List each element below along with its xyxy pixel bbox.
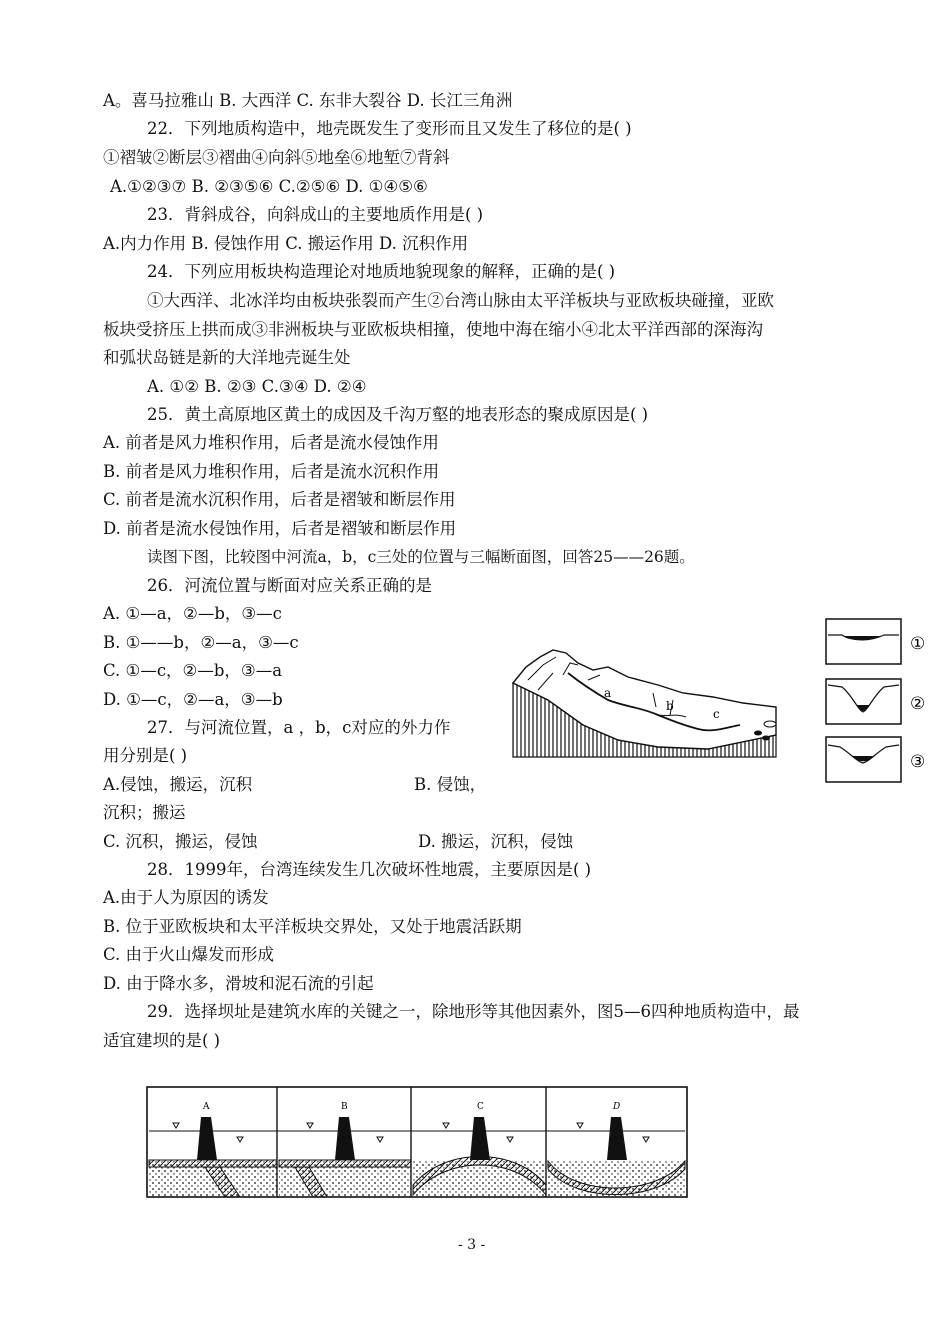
q25-stem: 25．黄土高原地区黄土的成因及千沟万壑的地表形态的聚成原因是( ) [147, 405, 649, 424]
dam-site-figure [145, 1085, 690, 1200]
q29-stem-1: 29．选择坝址是建筑水库的关键之一，除地形等其他因素外，图5—6四种地质构造中，最 [147, 1002, 800, 1021]
q23-stem: 23．背斜成谷，向斜成山的主要地质作用是( ) [147, 205, 484, 224]
q22-items: ①褶皱②断层③褶曲④向斜⑤地垒⑥地堑⑦背斜 [103, 148, 450, 167]
page-number: - 3 - [458, 1237, 486, 1253]
dam-site-svg [145, 1085, 690, 1200]
q23-options: A.内力作用 B. 侵蚀作用 C. 搬运作用 D. 沉积作用 [103, 234, 469, 253]
q25-option-c: C. 前者是流水沉积作用，后者是褶皱和断层作用 [103, 490, 456, 509]
q27-option-c: C. 沉积，搬运，侵蚀 [103, 832, 258, 851]
q27-stem-1: 27．与河流位置，a ，b，c对应的外力作 [147, 718, 451, 737]
river-block-diagram [508, 645, 783, 765]
q25-option-b: B. 前者是风力堆积作用，后者是流水沉积作用 [103, 462, 440, 481]
q27-option-d: D. 搬运，沉积，侵蚀 [418, 832, 574, 851]
river-point-c: c [713, 707, 720, 721]
q26-option-d: D. ①—c，②—a，③—b [103, 690, 283, 709]
q22-stem: 22．下列地质构造中，地壳既发生了变形而且又发生了移位的是( ) [147, 119, 632, 138]
q26-option-a: A. ①—a，②—b，③—c [103, 604, 282, 623]
dam-panel-a-label: A [203, 1102, 210, 1112]
dam-panel-c-label: C [477, 1102, 484, 1112]
q24-options: A. ①② B. ②③ C.③④ D. ②④ [147, 377, 367, 396]
river-point-b: b [666, 699, 674, 713]
q28-option-a: A.由于人为原因的诱发 [103, 888, 269, 907]
q24-items-3: 和弧状岛链是新的大洋地壳诞生处 [103, 348, 351, 367]
q21-options: A。喜马拉雅山 B. 大西洋 C. 东非大裂谷 D. 长江三角洲 [103, 91, 513, 110]
q25-option-a: A. 前者是风力堆积作用，后者是流水侵蚀作用 [103, 433, 439, 452]
section-2-label: ② [910, 694, 926, 714]
q27-stem-2: 用分别是( ) [103, 746, 188, 765]
q24-items-1: ①大西洋、北冰洋均由板块张裂而产生②台湾山脉由太平洋板块与亚欧板块碰撞，亚欧 [147, 291, 774, 310]
dam-panel-b-label: B [341, 1102, 348, 1112]
q28-option-d: D. 由于降水多，滑坡和泥石流的引起 [103, 974, 374, 993]
q29-stem-2: 适宜建坝的是( ) [103, 1031, 221, 1050]
figure-instruction: 读图下图，比较图中河流a，b，c三处的位置与三幅断面图，回答25——26题。 [147, 548, 695, 566]
q26-stem: 26．河流位置与断面对应关系正确的是 [147, 576, 432, 595]
q24-items-2: 板块受挤压上拱而成③非洲板块与亚欧板块相撞，使地中海在缩小④北太平洋西部的深海沟 [103, 320, 763, 339]
q27-option-b-cont: 沉积；搬运 [103, 803, 186, 822]
dam-panel-d-label: D [613, 1102, 621, 1112]
section-3-label: ③ [910, 752, 926, 772]
river-point-a: a [604, 686, 612, 700]
q28-option-b: B. 位于亚欧板块和太平洋板块交界处，又处于地震活跃期 [103, 917, 522, 936]
q27-option-a: A.侵蚀，搬运，沉积 [103, 775, 253, 794]
q28-stem: 28．1999年，台湾连续发生几次破坏性地震，主要原因是( ) [147, 860, 592, 879]
q28-option-c: C. 由于火山爆发而形成 [103, 945, 275, 964]
q26-option-b: B. ①——b，②—a，③—c [103, 633, 299, 652]
river-block-svg [508, 645, 783, 765]
cross-sections-svg [822, 615, 937, 787]
river-cross-sections [822, 615, 937, 787]
q22-options: A.①②③⑦ B. ②③⑤⑥ C.②⑤⑥ D. ①④⑤⑥ [110, 177, 428, 196]
q24-stem: 24．下列应用板块构造理论对地质地貌现象的解释，正确的是( ) [147, 262, 616, 281]
q25-option-d: D. 前者是流水侵蚀作用，后者是褶皱和断层作用 [103, 519, 457, 538]
q27-option-b: B. 侵蚀， [414, 775, 487, 794]
section-1-label: ① [910, 634, 926, 654]
q26-option-c: C. ①—c，②—b，③—a [103, 661, 283, 680]
